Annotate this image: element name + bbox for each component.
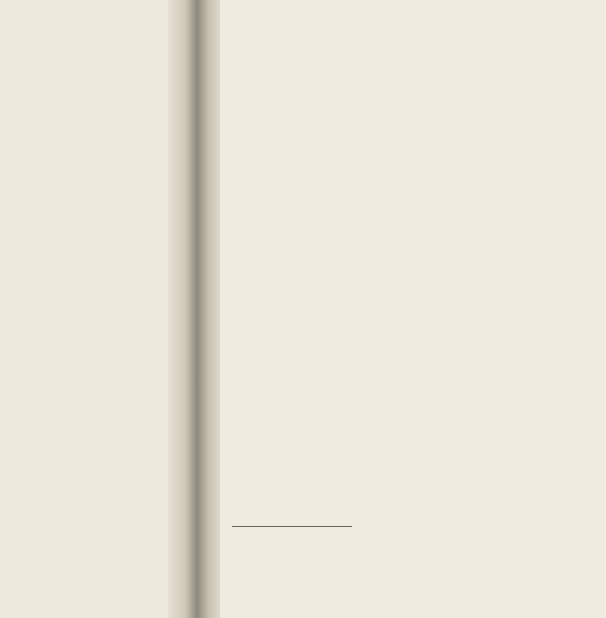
right-page bbox=[220, 0, 606, 618]
book-gutter bbox=[168, 0, 226, 618]
footnote-rule bbox=[232, 526, 352, 527]
left-page-toc bbox=[0, 0, 178, 618]
